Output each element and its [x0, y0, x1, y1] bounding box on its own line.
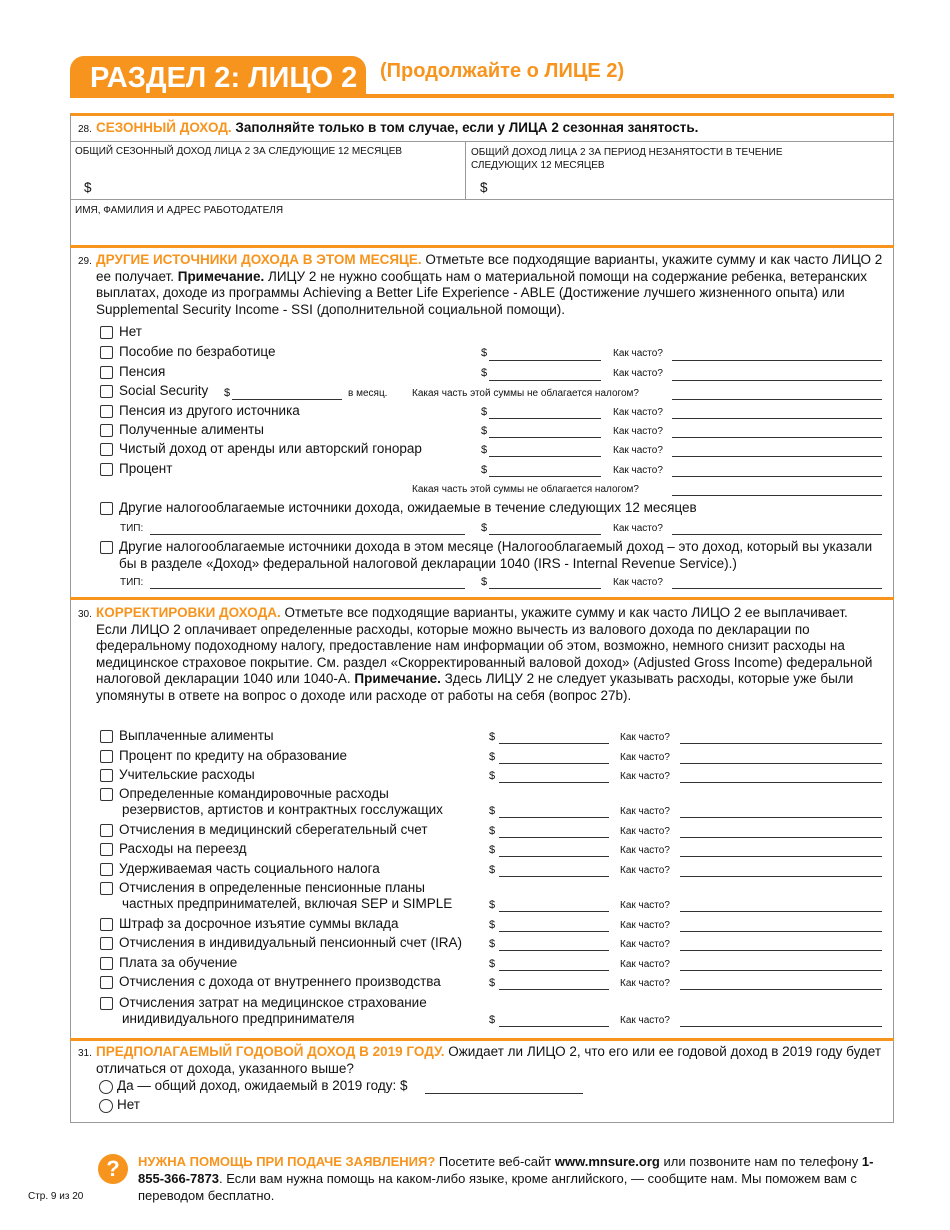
checkbox[interactable]	[100, 366, 113, 379]
amount-field[interactable]	[489, 456, 601, 457]
page-number: Стр. 9 из 20	[28, 1191, 84, 1202]
how-often-label: Как часто?	[620, 1015, 670, 1026]
type-field[interactable]	[150, 534, 465, 535]
q31-title: ПРЕДПОЛАГАЕМЫЙ ГОДОВОЙ ДОХОД В 2019 ГОДУ.	[96, 1044, 445, 1059]
how-often-field[interactable]	[680, 911, 882, 912]
q28-total-label: ОБЩИЙ СЕЗОННЫЙ ДОХОД ЛИЦА 2 ЗА СЛЕДУЮЩИЕ 12 МЕСЯЦЕВ	[75, 146, 403, 157]
how-often-field[interactable]	[672, 588, 882, 589]
how-often-field[interactable]	[680, 763, 882, 764]
q29-option-label: Процент	[119, 461, 173, 476]
q29-text	[96, 252, 886, 318]
q30-text-a: Отметьте все подходящие варианты, укажите сумму и как часто ЛИЦО 2 ее выплачивает. Если ЛИЦО 2 оплачивает определенные расходы, которые можно вычесть из валового дохода по декларации по федеральному подоходному налогу, предоставление нам информации об этом, возможно, немного снизит расходы на медицинское страховое покрытие. См. раздел «Скорректированный валовой доход» (Adjusted Gross Income) федеральной налоговой декларации 1040 или 1040-А.	[96, 605, 873, 686]
checkbox[interactable]	[100, 843, 113, 856]
amount-field[interactable]	[489, 534, 601, 535]
help-icon: ?	[98, 1154, 128, 1184]
q31-question: Ожидает ли ЛИЦО 2, что его или ее годовой доход в 2019 году будет отличаться от дохода, указанного выше?	[96, 1044, 882, 1076]
section-tab: РАЗДЕЛ 2: ЛИЦО 2	[70, 56, 366, 98]
dollar-sign: $	[489, 864, 496, 876]
q29-option-label: Пенсия	[119, 364, 166, 379]
q30-option-label: Расходы на переезд	[119, 841, 247, 856]
nontaxable-label: Какая часть этой суммы не облагается налогом?	[412, 484, 639, 495]
checkbox[interactable]	[100, 937, 113, 950]
divider	[70, 199, 894, 200]
how-often-label: Как часто?	[613, 523, 663, 534]
how-often-label: Как часто?	[620, 900, 670, 911]
amount-field[interactable]	[489, 476, 601, 477]
checkbox[interactable]	[100, 730, 113, 743]
q28-employer-label: ИМЯ, ФАМИЛИЯ И АДРЕС РАБОТОДАТЕЛЯ	[75, 205, 284, 216]
how-often-field[interactable]	[680, 856, 882, 857]
per-month-label: в месяц.	[348, 388, 388, 399]
dollar-sign: $	[481, 425, 488, 437]
how-often-field[interactable]	[680, 931, 882, 932]
checkbox[interactable]	[100, 976, 113, 989]
help-text-c: . Если вам нужна помощь на каком-либо языке, кроме английского, — сообщите нам. Мы поможем вам с переводом бесплатно.	[138, 1171, 857, 1203]
how-often-label: Как часто?	[620, 771, 670, 782]
how-often-field[interactable]	[672, 418, 882, 419]
q28-number: 28.	[78, 124, 92, 135]
amount-field[interactable]	[499, 970, 609, 971]
q29-option-label: Нет	[119, 324, 142, 339]
checkbox[interactable]	[100, 863, 113, 876]
how-often-label: Как часто?	[620, 959, 670, 970]
how-often-label: Как часто?	[620, 978, 670, 989]
how-often-field[interactable]	[680, 837, 882, 838]
checkbox[interactable]	[100, 824, 113, 837]
section-divider	[70, 597, 894, 600]
q30-option-label: Удерживаемая часть социального налога	[119, 861, 380, 876]
nontaxable-label: Какая часть этой суммы не облагается налогом?	[412, 388, 639, 399]
amount-field[interactable]	[489, 360, 601, 361]
how-often-label: Как часто?	[613, 426, 663, 437]
how-often-field[interactable]	[680, 970, 882, 971]
help-text	[138, 1153, 888, 1204]
amount-field[interactable]	[499, 837, 609, 838]
q31-no-label: Нет	[117, 1097, 140, 1112]
q30-option-label: Отчисления в индивидуальный пенсионный счет (IRA)	[119, 935, 462, 950]
how-often-field[interactable]	[680, 1026, 882, 1027]
how-often-label: Как часто?	[620, 806, 670, 817]
q30-option-label: инидивидуального предпринимателя	[122, 1011, 355, 1026]
q29-option-label: Пенсия из другого источника	[119, 403, 300, 418]
checkbox[interactable]	[100, 750, 113, 763]
type-field[interactable]	[150, 588, 465, 589]
q29-option-label: Пособие по безработице	[119, 344, 276, 359]
checkbox[interactable]	[100, 541, 113, 554]
q31-number: 31.	[78, 1048, 92, 1059]
q29-option-label: Чистый доход от аренды или авторский гонорар	[119, 441, 422, 456]
amount-field[interactable]	[489, 380, 601, 381]
dollar-sign: $	[481, 522, 488, 534]
amount-field[interactable]	[499, 782, 609, 783]
amount-field[interactable]	[489, 588, 601, 589]
dollar-sign: $	[489, 825, 496, 837]
checkbox[interactable]	[100, 769, 113, 782]
q30-option-label: Плата за обучение	[119, 955, 238, 970]
divider	[465, 141, 466, 199]
q29-option-label: Полученные алименты	[119, 422, 265, 437]
checkbox[interactable]	[100, 788, 113, 801]
q30-option-label: Отчисления с дохода от внутреннего производства	[119, 974, 441, 989]
dollar-sign: $	[489, 938, 496, 950]
how-often-label: Как часто?	[620, 865, 670, 876]
dollar-sign: $	[481, 576, 488, 588]
type-label: ТИП:	[120, 523, 144, 534]
divider	[70, 141, 894, 142]
how-often-field[interactable]	[672, 360, 882, 361]
dollar-sign: $	[489, 919, 496, 931]
q30-option-label: Отчисления в медицинский сберегательный счет	[119, 822, 428, 837]
dollar-sign: $	[481, 464, 488, 476]
dollar-sign: $	[481, 367, 488, 379]
amount-field[interactable]	[499, 856, 609, 857]
q29-option-label: Social Security	[119, 383, 209, 398]
amount-field[interactable]	[499, 1026, 609, 1027]
type-label: ТИП:	[120, 577, 144, 588]
q29-text-b: ЛИЦУ 2 не нужно сообщать нам о материальной помощи на содержание ребенка, ветеранских выплатах, доходе из программы Achieving a Better Life Experience - ABLE (Достижение лучшего жизненного опыта) или Supplemental Security Income - SSI (дополнительной социальной помощи).	[96, 268, 868, 317]
dollar-sign: $	[489, 899, 496, 911]
q28-employer-field[interactable]	[72, 218, 892, 243]
nontaxable-field[interactable]	[672, 399, 882, 400]
q28-unemployed-field[interactable]: $	[480, 180, 488, 195]
q30-option-label: Процент по кредиту на образование	[119, 748, 348, 763]
checkbox[interactable]	[100, 385, 113, 398]
amount-field[interactable]	[499, 950, 609, 951]
amount-field[interactable]	[499, 931, 609, 932]
q30-text-b: Здесь ЛИЦУ 2 не следует указывать расходы, которые уже были упомянуты в ответе на вопрос о доходе или расходе от работы на себя (вопрос 27b).	[96, 671, 854, 703]
how-often-field[interactable]	[680, 989, 882, 990]
q30-option-label: Учительские расходы	[119, 767, 255, 782]
nontaxable-field[interactable]	[672, 495, 882, 496]
q29-other-this-month: Другие налогооблагаемые источники дохода в этом месяце (Налогооблагаемый доход – это доход, который вы указали бы в разделе «Доход» федеральной налоговой декларации 1040 (IRS - Internal Revenue Service).)	[119, 539, 873, 571]
amount-field[interactable]	[499, 876, 609, 877]
how-often-label: Как часто?	[613, 465, 663, 476]
how-often-field[interactable]	[672, 437, 882, 438]
checkbox[interactable]	[100, 463, 113, 476]
dollar-sign: $	[489, 977, 496, 989]
checkbox[interactable]	[100, 882, 113, 895]
radio-yes[interactable]	[99, 1080, 113, 1094]
dollar-sign: $	[489, 805, 496, 817]
q28-unemployed-label: ОБЩИЙ ДОХОД ЛИЦА 2 ЗА ПЕРИОД НЕЗАНЯТОСТИ В ТЕЧЕНИЕ СЛЕДУЮЩИХ 12 МЕСЯЦЕВ	[471, 147, 783, 171]
amount-field[interactable]	[499, 763, 609, 764]
checkbox[interactable]	[100, 405, 113, 418]
dollar-sign: $	[489, 731, 496, 743]
q30-option-label: Выплаченные алименты	[119, 728, 274, 743]
amount-field[interactable]	[499, 743, 609, 744]
checkbox[interactable]	[100, 918, 113, 931]
q30-text	[96, 605, 876, 704]
help-site[interactable]: www.mnsure.org	[554, 1154, 660, 1169]
dollar-sign: $	[481, 347, 488, 359]
q30-option-label: Отчисления в определенные пенсионные планы	[119, 880, 425, 895]
how-often-field[interactable]	[672, 380, 882, 381]
section-divider	[70, 1038, 894, 1041]
how-often-label: Как часто?	[613, 445, 663, 456]
checkbox[interactable]	[100, 957, 113, 970]
how-often-field[interactable]	[672, 476, 882, 477]
q30-note-label: Примечание.	[354, 671, 441, 686]
dollar-sign: $	[489, 844, 496, 856]
how-often-label: Как часто?	[620, 845, 670, 856]
checkbox[interactable]	[100, 997, 113, 1010]
amount-field[interactable]	[489, 418, 601, 419]
how-often-field[interactable]	[680, 743, 882, 744]
dollar-sign: $	[481, 406, 488, 418]
dollar-sign: $	[481, 444, 488, 456]
how-often-label: Как часто?	[620, 939, 670, 950]
q31-text	[96, 1044, 886, 1077]
section-divider	[70, 245, 894, 248]
how-often-field[interactable]	[672, 534, 882, 535]
how-often-label: Как часто?	[620, 752, 670, 763]
q31-yes-label: Да — общий доход, ожидаемый в 2019 году: $	[117, 1078, 408, 1093]
checkbox[interactable]	[100, 346, 113, 359]
q30-option-label: частных предпринимателей, включая SEP и SIMPLE	[122, 896, 453, 911]
help-phone[interactable]: 1-855-366-7873	[138, 1154, 874, 1186]
q29-note-label: Примечание.	[177, 268, 265, 284]
checkbox[interactable]	[100, 326, 113, 339]
checkbox[interactable]	[100, 443, 113, 456]
continue-note: (Продолжайте о ЛИЦЕ 2)	[380, 60, 625, 82]
q28-text: Заполняйте только в том случае, если у ЛИЦА 2 сезонная занятость.	[235, 120, 699, 135]
q28-title: СЕЗОННЫЙ ДОХОД.	[96, 120, 232, 135]
dollar-sign: $	[489, 751, 496, 763]
dollar-sign: $	[224, 387, 231, 399]
how-often-field[interactable]	[680, 950, 882, 951]
q30-option-label: Отчисления затрат на медицинское страхование	[119, 995, 427, 1010]
how-often-field[interactable]	[680, 782, 882, 783]
how-often-label: Как часто?	[620, 920, 670, 931]
header-rule	[70, 94, 894, 98]
checkbox[interactable]	[100, 424, 113, 437]
amount-field[interactable]	[232, 399, 342, 400]
amount-field[interactable]	[489, 437, 601, 438]
q30-option-label: Штраф за досрочное изъятие суммы вклада	[119, 916, 399, 931]
amount-field[interactable]	[499, 911, 609, 912]
radio-no[interactable]	[99, 1099, 113, 1113]
q29-title: ДРУГИЕ ИСТОЧНИКИ ДОХОДА В ЭТОМ МЕСЯЦЕ.	[96, 252, 422, 267]
how-often-field[interactable]	[680, 817, 882, 818]
how-often-field[interactable]	[680, 876, 882, 877]
q30-number: 30.	[78, 609, 92, 620]
how-often-label: Как часто?	[613, 368, 663, 379]
dollar-sign: $	[489, 770, 496, 782]
dollar-sign: $	[489, 1014, 496, 1026]
q30-title: КОРРЕКТИРОВКИ ДОХОДА.	[96, 605, 281, 620]
help-title: НУЖНА ПОМОЩЬ ПРИ ПОДАЧЕ ЗАЯВЛЕНИЯ?	[138, 1154, 436, 1169]
help-text-b: или позвоните нам по телефону	[663, 1154, 859, 1169]
q30-option-label: резервистов, артистов и контрактных госслужащих	[122, 802, 443, 817]
dollar-sign: $	[489, 958, 496, 970]
q29-text-a: Отметьте все подходящие варианты, укажите сумму и как часто ЛИЦО 2 ее получает.	[96, 252, 883, 284]
how-often-label: Как часто?	[613, 348, 663, 359]
how-often-label: Как часто?	[613, 407, 663, 418]
q28-heading	[96, 120, 698, 137]
how-often-label: Как часто?	[620, 732, 670, 743]
how-often-field[interactable]	[672, 456, 882, 457]
q28-total-field[interactable]: $	[84, 180, 92, 195]
q31-income-field[interactable]	[425, 1093, 583, 1094]
how-often-label: Как часто?	[613, 577, 663, 588]
checkbox[interactable]	[100, 502, 113, 515]
q29-number: 29.	[78, 256, 92, 267]
how-often-label: Как часто?	[620, 826, 670, 837]
help-text-a: Посетите веб-сайт	[438, 1154, 552, 1169]
q30-option-label: Определенные командировочные расходы	[119, 786, 389, 801]
amount-field[interactable]	[499, 817, 609, 818]
q29-other-expected: Другие налогооблагаемые источники дохода, ожидаемые в течение следующих 12 месяцев	[119, 500, 697, 515]
amount-field[interactable]	[499, 989, 609, 990]
